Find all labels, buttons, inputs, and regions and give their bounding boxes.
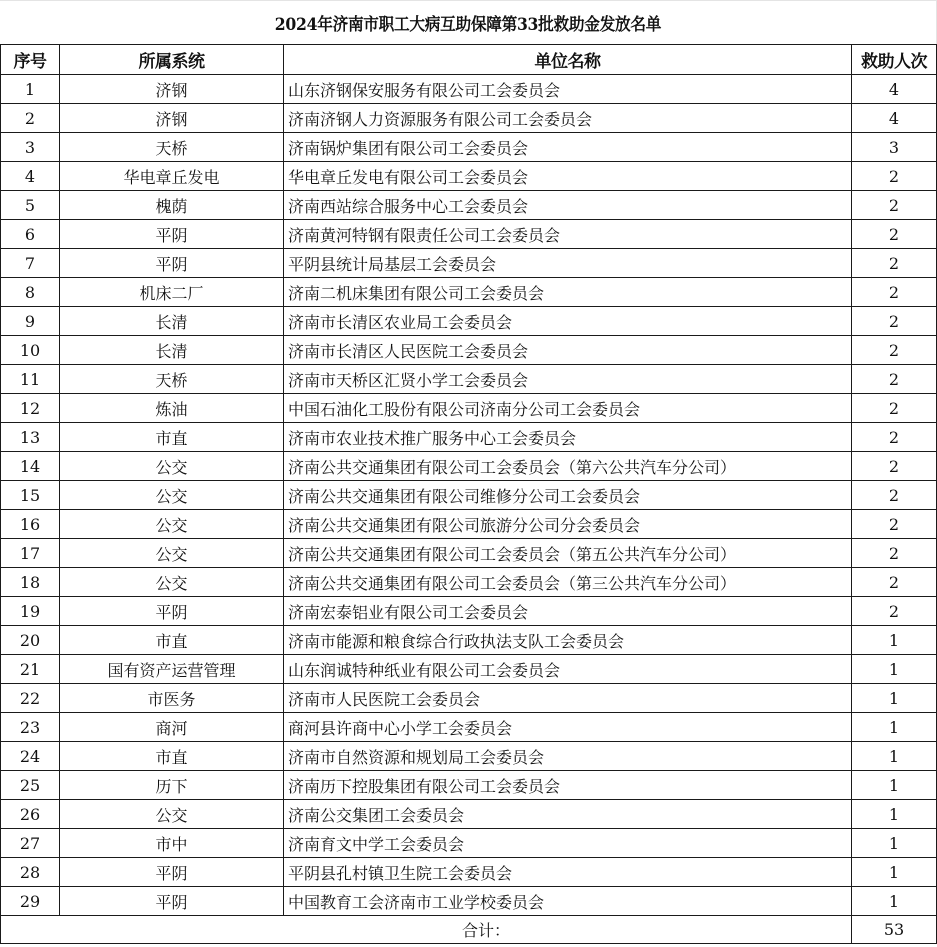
cell-system: 槐荫 [60,191,284,220]
title-row [0,0,937,44]
cell-system: 公交 [60,568,284,597]
cell-unit: 济南公共交通集团有限公司工会委员会（第三公共汽车分公司） [284,568,852,597]
cell-unit: 济南二机床集团有限公司工会委员会 [284,278,852,307]
header-system: 所属系统 [60,45,284,75]
cell-unit: 济南历下控股集团有限公司工会委员会 [284,771,852,800]
cell-seq: 4 [1,162,60,191]
cell-system: 市医务 [60,684,284,713]
cell-unit: 济南公共交通集团有限公司维修分公司工会委员会 [284,481,852,510]
cell-seq: 19 [1,597,60,626]
cell-unit: 济南市自然资源和规划局工会委员会 [284,742,852,771]
table-row [1,394,937,423]
header-unit: 单位名称 [284,45,852,75]
cell-count: 3 [852,133,937,162]
cell-seq: 21 [1,655,60,684]
cell-unit: 济南市长清区人民医院工会委员会 [284,336,852,365]
cell-seq: 29 [1,887,60,916]
table-row [1,278,937,307]
cell-system: 公交 [60,481,284,510]
cell-count: 1 [852,684,937,713]
cell-seq: 26 [1,800,60,829]
table-row [1,800,937,829]
cell-count: 4 [852,75,937,104]
total-label: 合计： [1,916,852,944]
cell-system: 公交 [60,510,284,539]
cell-unit: 济南济钢人力资源服务有限公司工会委员会 [284,104,852,133]
cell-seq: 8 [1,278,60,307]
cell-system: 平阴 [60,220,284,249]
cell-unit: 济南育文中学工会委员会 [284,829,852,858]
cell-count: 2 [852,394,937,423]
cell-count: 2 [852,539,937,568]
cell-seq: 2 [1,104,60,133]
cell-system: 济钢 [60,104,284,133]
cell-seq: 10 [1,336,60,365]
cell-system: 市中 [60,829,284,858]
cell-unit: 商河县许商中心小学工会委员会 [284,713,852,742]
cell-count: 2 [852,365,937,394]
table-row [1,452,937,481]
cell-count: 2 [852,249,937,278]
cell-unit: 平阴县统计局基层工会委员会 [284,249,852,278]
table-row [1,133,937,162]
cell-seq: 16 [1,510,60,539]
cell-seq: 28 [1,858,60,887]
cell-seq: 15 [1,481,60,510]
cell-unit: 济南西站综合服务中心工会委员会 [284,191,852,220]
cell-unit: 济南市长清区农业局工会委员会 [284,307,852,336]
table-row [1,481,937,510]
cell-seq: 3 [1,133,60,162]
cell-unit: 济南黄河特钢有限责任公司工会委员会 [284,220,852,249]
cell-count: 2 [852,481,937,510]
cell-unit: 济南公交集团工会委员会 [284,800,852,829]
cell-count: 1 [852,655,937,684]
cell-unit: 山东济钢保安服务有限公司工会委员会 [284,75,852,104]
table-row [1,336,937,365]
total-row [1,916,937,944]
cell-system: 长清 [60,336,284,365]
table-row [1,75,937,104]
cell-unit: 华电章丘发电有限公司工会委员会 [284,162,852,191]
table-row [1,568,937,597]
cell-count: 2 [852,510,937,539]
page-title: 2024年济南市职工大病互助保障第33批救助金发放名单 [274,15,662,35]
table-row [1,684,937,713]
cell-system: 公交 [60,539,284,568]
cell-unit: 中国教育工会济南市工业学校委员会 [284,887,852,916]
cell-unit: 平阴县孔村镇卫生院工会委员会 [284,858,852,887]
cell-system: 市直 [60,423,284,452]
cell-count: 1 [852,887,937,916]
cell-system: 历下 [60,771,284,800]
cell-system: 商河 [60,713,284,742]
cell-seq: 5 [1,191,60,220]
cell-system: 国有资产运营管理 [60,655,284,684]
cell-count: 2 [852,278,937,307]
cell-seq: 25 [1,771,60,800]
cell-unit: 济南市天桥区汇贤小学工会委员会 [284,365,852,394]
cell-count: 1 [852,713,937,742]
table-row [1,597,937,626]
table-row [1,191,937,220]
cell-count: 2 [852,191,937,220]
cell-seq: 6 [1,220,60,249]
cell-count: 2 [852,568,937,597]
cell-unit: 济南市农业技术推广服务中心工会委员会 [284,423,852,452]
cell-seq: 14 [1,452,60,481]
cell-system: 平阴 [60,858,284,887]
table-row [1,249,937,278]
cell-seq: 24 [1,742,60,771]
table-row [1,365,937,394]
cell-seq: 27 [1,829,60,858]
table-row [1,626,937,655]
cell-count: 1 [852,742,937,771]
table-row [1,858,937,887]
cell-unit: 山东润诚特种纸业有限公司工会委员会 [284,655,852,684]
cell-count: 2 [852,452,937,481]
table-row [1,771,937,800]
cell-system: 炼油 [60,394,284,423]
table-row [1,887,937,916]
table-row [1,423,937,452]
cell-count: 4 [852,104,937,133]
cell-count: 2 [852,162,937,191]
table-row [1,162,937,191]
cell-system: 机床二厂 [60,278,284,307]
cell-count: 1 [852,626,937,655]
cell-system: 华电章丘发电 [60,162,284,191]
cell-system: 公交 [60,452,284,481]
cell-seq: 20 [1,626,60,655]
cell-system: 平阴 [60,597,284,626]
cell-system: 长清 [60,307,284,336]
cell-seq: 18 [1,568,60,597]
cell-seq: 17 [1,539,60,568]
table-row [1,510,937,539]
cell-seq: 1 [1,75,60,104]
table-row [1,655,937,684]
cell-system: 天桥 [60,133,284,162]
cell-count: 1 [852,829,937,858]
cell-unit: 济南市人民医院工会委员会 [284,684,852,713]
header-row [1,45,937,75]
cell-unit: 中国石油化工股份有限公司济南分公司工会委员会 [284,394,852,423]
cell-system: 公交 [60,800,284,829]
table-row [1,539,937,568]
cell-unit: 济南公共交通集团有限公司工会委员会（第六公共汽车分公司） [284,452,852,481]
cell-seq: 22 [1,684,60,713]
cell-unit: 济南锅炉集团有限公司工会委员会 [284,133,852,162]
cell-seq: 13 [1,423,60,452]
header-seq: 序号 [1,45,60,75]
cell-system: 市直 [60,742,284,771]
cell-unit: 济南公共交通集团有限公司旅游分公司分会委员会 [284,510,852,539]
cell-seq: 11 [1,365,60,394]
table-row [1,713,937,742]
cell-unit: 济南公共交通集团有限公司工会委员会（第五公共汽车分公司） [284,539,852,568]
cell-count: 2 [852,423,937,452]
cell-count: 2 [852,307,937,336]
relief-list-table [0,44,937,944]
table-body [1,75,937,916]
cell-seq: 9 [1,307,60,336]
cell-system: 济钢 [60,75,284,104]
cell-system: 天桥 [60,365,284,394]
cell-count: 2 [852,597,937,626]
cell-count: 2 [852,336,937,365]
cell-unit: 济南市能源和粮食综合行政执法支队工会委员会 [284,626,852,655]
cell-unit: 济南宏泰铝业有限公司工会委员会 [284,597,852,626]
total-value: 53 [852,916,937,944]
cell-system: 市直 [60,626,284,655]
cell-count: 1 [852,771,937,800]
table-row [1,307,937,336]
table-row [1,742,937,771]
cell-seq: 23 [1,713,60,742]
cell-system: 平阴 [60,249,284,278]
table-row [1,829,937,858]
cell-count: 1 [852,800,937,829]
cell-seq: 7 [1,249,60,278]
cell-system: 平阴 [60,887,284,916]
cell-count: 2 [852,220,937,249]
table-row [1,104,937,133]
cell-seq: 12 [1,394,60,423]
cell-count: 1 [852,858,937,887]
header-count: 救助人次 [852,45,937,75]
table-row [1,220,937,249]
